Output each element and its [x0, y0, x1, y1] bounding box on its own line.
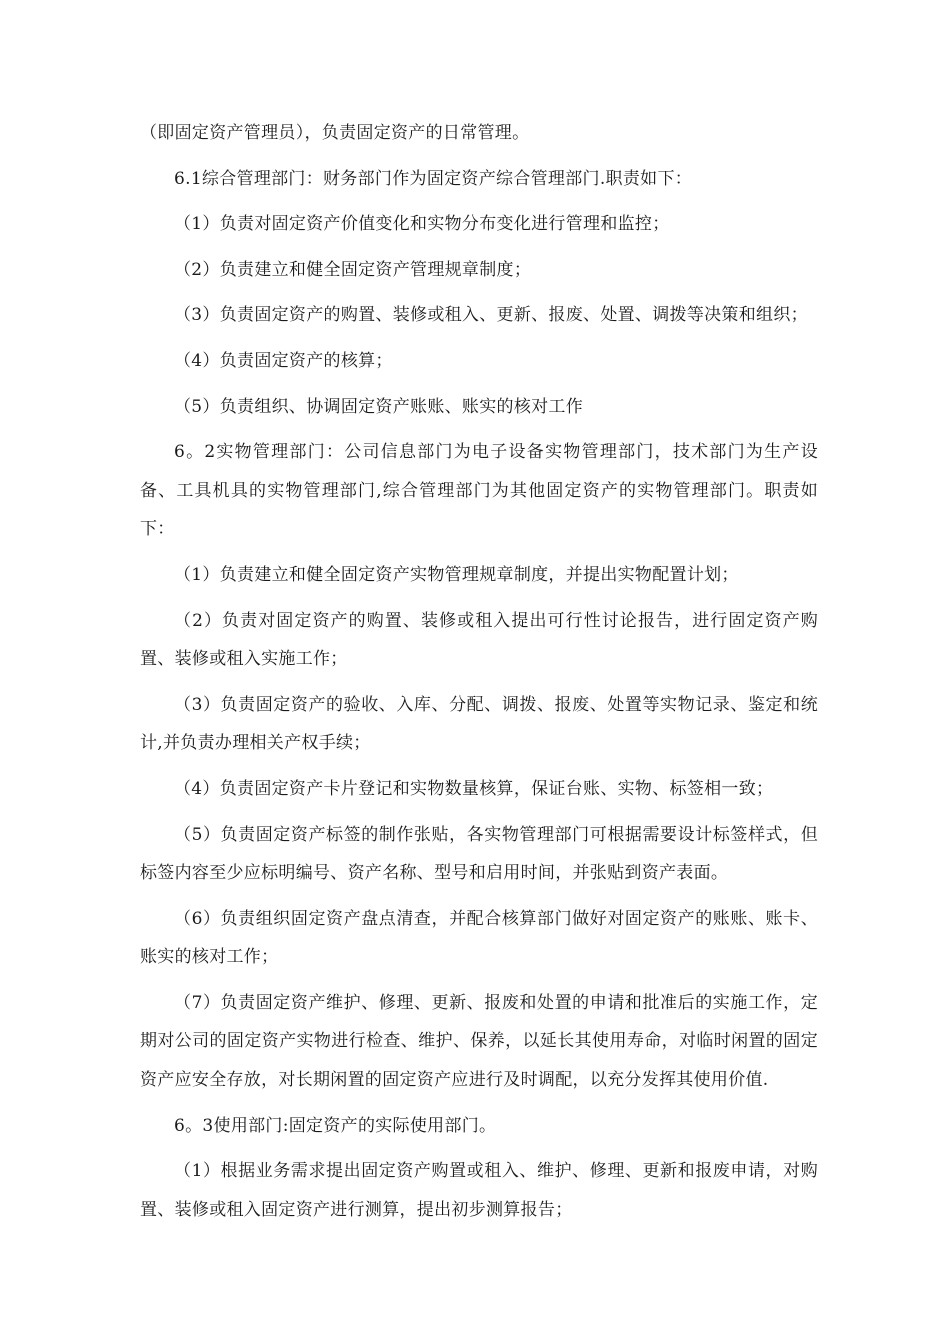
- section-6-3-heading: 6。3使用部门:固定资产的实际使用部门。: [174, 1115, 497, 1136]
- list-item-6-1-5: （5）负责组织、协调固定资产账账、账实的核对工作: [174, 396, 584, 417]
- list-item-6-2-1: （1）负责建立和健全固定资产实物管理规章制度，并提出实物配置计划；: [174, 564, 739, 585]
- section-6-2-heading: 6。2实物管理部门：公司信息部门为电子设备实物管理部门，技术部门为生产设备、工具机具的实物管理部门,综合管理部门为其他固定资产的实物管理部门。职责如下：: [140, 442, 818, 540]
- list-item-6-2-5: （5）负责固定资产标签的制作张贴，各实物管理部门可根据需要设计标签样式，但标签内容至少应标明编号、资产名称、型号和启用时间，并张贴到资产表面。: [140, 824, 818, 884]
- list-item-6-1-4: （4）负责固定资产的核算；: [174, 350, 393, 371]
- list-item-6-2-6: （6）负责组织固定资产盘点清查，并配合核算部门做好对固定资产的账账、账卡、账实的核对工作；: [140, 908, 818, 968]
- list-item-6-2-4: （4）负责固定资产卡片登记和实物数量核算，保证台账、实物、标签相一致；: [174, 778, 774, 799]
- list-item-6-1-3: （3）负责固定资产的购置、装修或租入、更新、报废、处置、调拨等决策和组织；: [174, 305, 808, 326]
- list-item-6-2-7: （7）负责固定资产维护、修理、更新、报废和处置的申请和批准后的实施工作，定期对公司的固定资产实物进行检查、维护、保养，以延长其使用寿命，对临时闲置的固定资产应安全存放，对长期闲置的固定资产应进行及时调配，以充分发挥其使用价值.: [140, 992, 818, 1091]
- section-6-1-heading: 6.1综合管理部门：财务部门作为固定资产综合管理部门.职责如下：: [174, 168, 693, 189]
- list-item-6-3-1: （1）根据业务需求提出固定资产购置或租入、维护、修理、更新和报废申请，对购置、装修或租入固定资产进行测算，提出初步测算报告；: [140, 1161, 818, 1220]
- list-item-6-1-2: （2）负责建立和健全固定资产管理规章制度；: [174, 259, 532, 280]
- document-body: [140, 114, 818, 1236]
- list-item-6-2-2: （2）负责对固定资产的购置、装修或租入提出可行性讨论报告，进行固定资产购置、装修或租入实施工作；: [140, 610, 818, 670]
- paragraph-0: （即固定资产管理员），负责固定资产的日常管理。: [140, 123, 530, 143]
- list-item-6-1-1: （1）负责对固定资产价值变化和实物分布变化进行管理和监控；: [174, 214, 670, 235]
- list-item-6-2-3: （3）负责固定资产的验收、入库、分配、调拨、报废、处置等实物记录、鉴定和统计,并负责办理相关产权手续；: [140, 694, 818, 754]
